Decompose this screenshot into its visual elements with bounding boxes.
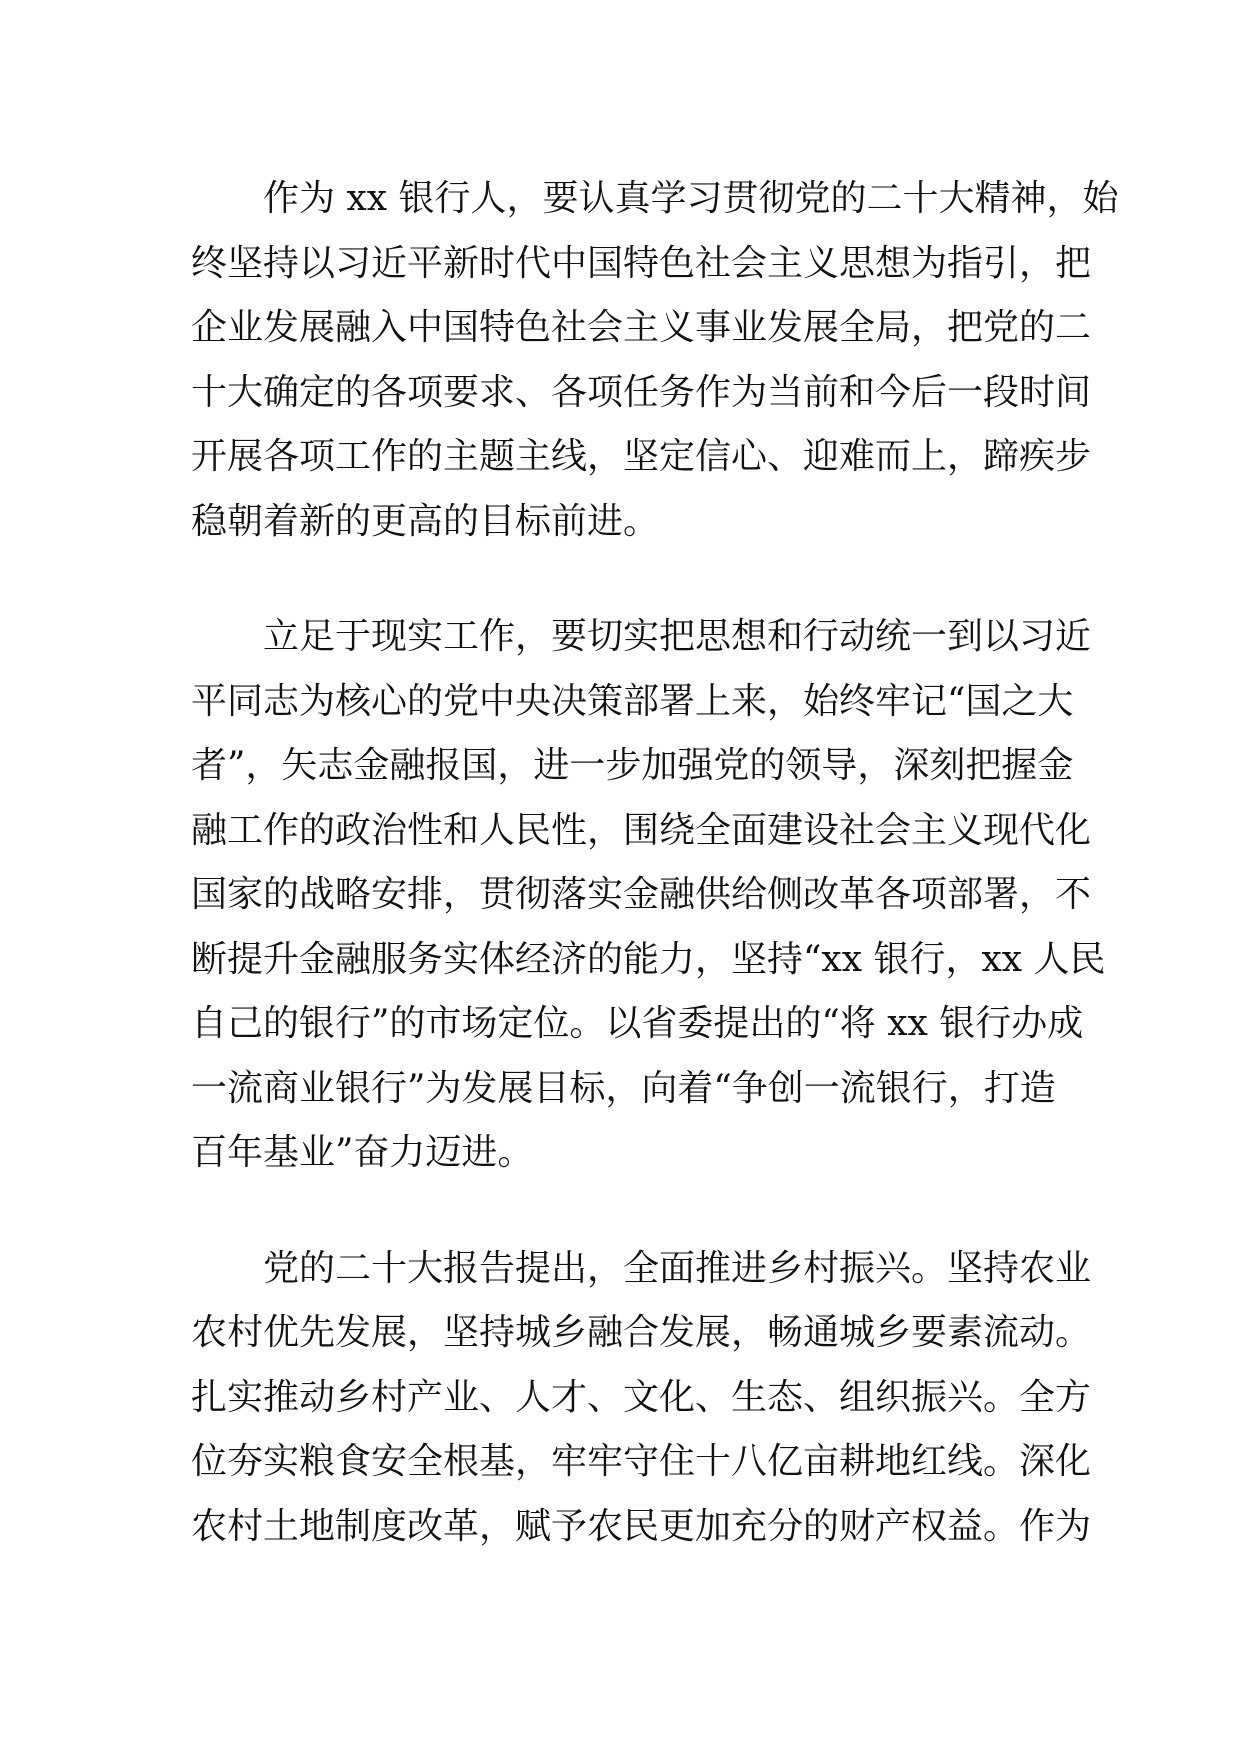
text-line: 国家的战略安排，贯彻落实金融供给侧改革各项部署，不	[191, 874, 1092, 915]
text-line: 企业发展融入中国特色社会主义事业发展全局，把党的二	[191, 307, 1092, 348]
text-line: 开展各项工作的主题主线，坚定信心、迎难而上，蹄疾步	[191, 436, 1092, 477]
text-line: 党的二十大报告提出，全面推进乡村振兴。坚持农业	[263, 1247, 1092, 1289]
text-line: 农村土地制度改革，赋予农民更加充分的财产权益。作为	[191, 1505, 1092, 1547]
paragraph-2	[191, 605, 1106, 1186]
text-line: 者”，矢志金融报国，进一步加强党的领导，深刻把握金	[191, 745, 1074, 786]
text-line: 断提升金融服务实体经济的能力，坚持“xx 银行，xx 人民	[191, 938, 1106, 980]
text-line: 自己的银行”的市场定位。以省委提出的“将 xx 银行办成	[191, 1003, 1084, 1044]
paragraph-3	[191, 1237, 1092, 1560]
text-line: 融工作的政治性和人民性，围绕全面建设社会主义现代化	[191, 809, 1092, 851]
text-line: 农村优先发展，坚持城乡融合发展，畅通城乡要素流动。	[191, 1312, 1092, 1353]
text-line: 位夯实粮食安全根基，牢牢守住十八亿亩耕地红线。深化	[191, 1441, 1092, 1482]
text-line: 百年基业”奋力迈进。	[191, 1132, 534, 1173]
text-line: 稳朝着新的更高的目标前进。	[191, 500, 660, 542]
text-line: 作为 xx 银行人，要认真学习贯彻党的二十大精神，始	[263, 178, 1119, 219]
text-line: 终坚持以习近平新时代中国特色社会主义思想为指引，把	[191, 242, 1092, 284]
text-line: 立足于现实工作，要切实把思想和行动统一到以习近	[263, 616, 1092, 657]
text-line: 扎实推动乡村产业、人才、文化、生态、组织振兴。全方	[191, 1376, 1092, 1418]
text-line: 十大确定的各项要求、各项任务作为当前和今后一段时间	[191, 371, 1092, 413]
text-line: 平同志为核心的党中央决策部署上来，始终牢记“国之大	[191, 680, 1074, 722]
document-body	[191, 167, 1119, 1559]
paragraph-1	[191, 167, 1119, 554]
text-line: 一流商业银行”为发展目标，向着“争创一流银行，打造	[191, 1067, 1056, 1109]
